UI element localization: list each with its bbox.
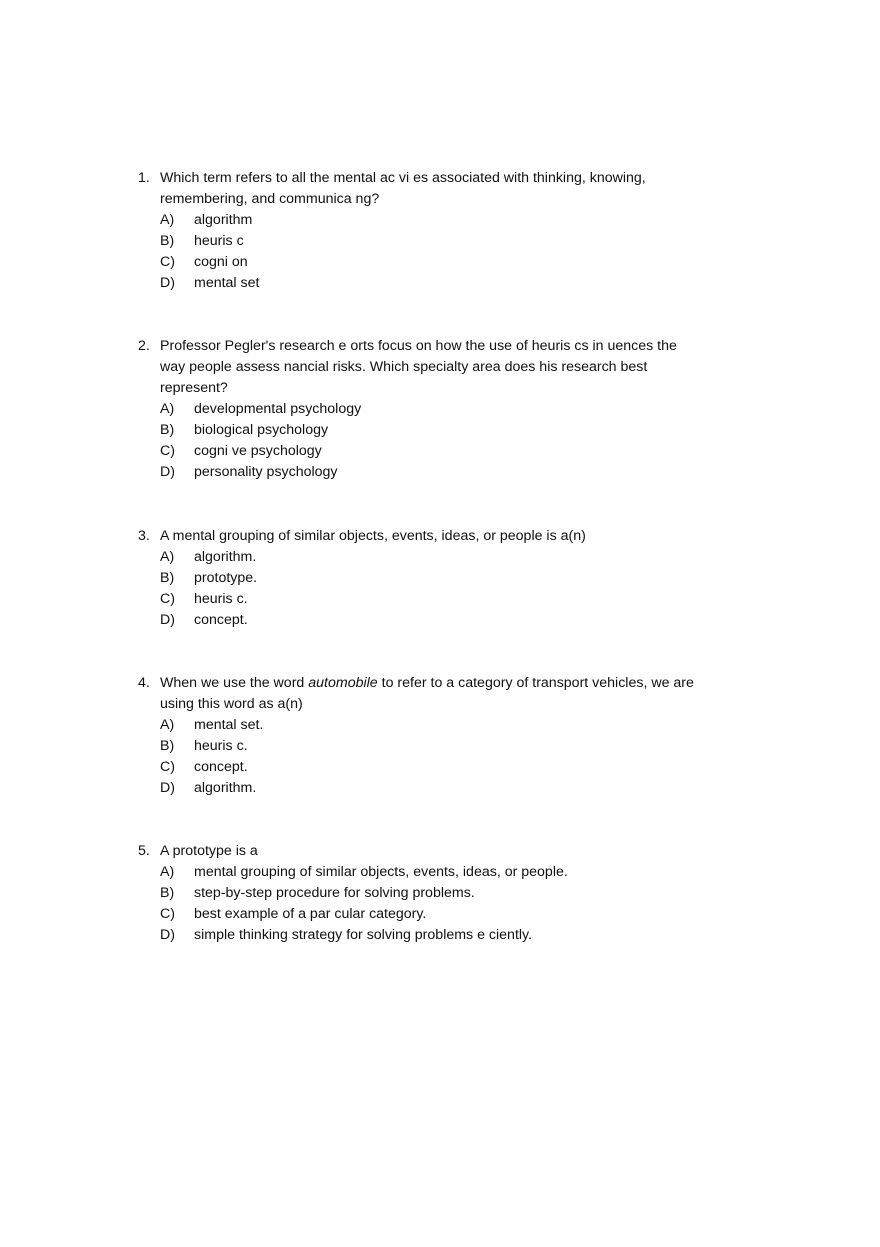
option-d bbox=[160, 610, 778, 631]
stem-line: A mental grouping of similar objects, events, ideas, or people is a(n) bbox=[160, 528, 586, 544]
stem-line: using this word as a(n) bbox=[160, 696, 303, 712]
option-letter: B) bbox=[160, 885, 175, 901]
stem-line: remembering, and communica ng? bbox=[160, 191, 380, 207]
option-text: algorithm. bbox=[194, 780, 257, 796]
stem-italic-term: automobile bbox=[308, 675, 378, 691]
option-letter: C) bbox=[160, 254, 175, 270]
option-letter: D) bbox=[160, 612, 175, 628]
question-stem bbox=[160, 526, 778, 547]
question-4 bbox=[138, 673, 778, 799]
option-letter: A) bbox=[160, 864, 175, 880]
option-text: step-by-step procedure for solving problems. bbox=[194, 885, 475, 901]
question-number: 3. bbox=[138, 528, 150, 544]
question-number: 2. bbox=[138, 338, 150, 354]
option-c bbox=[160, 441, 778, 462]
option-letter: C) bbox=[160, 759, 175, 775]
option-text: best example of a par cular category. bbox=[194, 906, 427, 922]
option-a bbox=[160, 715, 778, 736]
question-stem bbox=[160, 673, 778, 715]
option-letter: D) bbox=[160, 780, 175, 796]
option-c bbox=[160, 757, 778, 778]
option-a bbox=[160, 547, 778, 568]
option-text: personality psychology bbox=[194, 464, 338, 480]
option-text: mental set. bbox=[194, 717, 264, 733]
option-letter: A) bbox=[160, 401, 175, 417]
option-b bbox=[160, 883, 778, 904]
option-a bbox=[160, 862, 778, 883]
option-text: heuris c bbox=[194, 233, 244, 249]
option-letter: D) bbox=[160, 464, 175, 480]
option-b bbox=[160, 420, 778, 441]
option-d bbox=[160, 925, 778, 946]
option-letter: A) bbox=[160, 212, 175, 228]
question-number: 1. bbox=[138, 170, 150, 186]
option-text: cogni ve psychology bbox=[194, 443, 322, 459]
stem-line: Professor Pegler's research e orts focus on how the use of heuris cs in uences the bbox=[160, 338, 677, 354]
option-text: heuris c. bbox=[194, 591, 248, 607]
option-letter: D) bbox=[160, 275, 175, 291]
question-2 bbox=[138, 336, 778, 483]
option-text: concept. bbox=[194, 759, 248, 775]
option-b bbox=[160, 568, 778, 589]
question-stem bbox=[160, 841, 778, 862]
option-a bbox=[160, 210, 778, 231]
option-letter: B) bbox=[160, 738, 175, 754]
option-text: heuris c. bbox=[194, 738, 248, 754]
option-c bbox=[160, 589, 778, 610]
question-3 bbox=[138, 526, 778, 631]
question-number: 4. bbox=[138, 675, 150, 691]
option-letter: D) bbox=[160, 927, 175, 943]
option-letter: C) bbox=[160, 443, 175, 459]
option-letter: B) bbox=[160, 422, 175, 438]
question-stem bbox=[160, 168, 778, 210]
stem-line bbox=[160, 673, 778, 694]
option-text: developmental psychology bbox=[194, 401, 362, 417]
stem-line: A prototype is a bbox=[160, 843, 258, 859]
option-c bbox=[160, 252, 778, 273]
option-text: cogni on bbox=[194, 254, 248, 270]
option-d bbox=[160, 462, 778, 483]
stem-line: represent? bbox=[160, 380, 228, 396]
option-d bbox=[160, 273, 778, 294]
stem-line: Which term refers to all the mental ac vi es associated with thinking, knowing, bbox=[160, 170, 646, 186]
option-text: prototype. bbox=[194, 570, 258, 586]
option-text: simple thinking strategy for solving problems e ciently. bbox=[194, 927, 533, 943]
option-b bbox=[160, 231, 778, 252]
option-text: algorithm. bbox=[194, 549, 257, 565]
question-1 bbox=[138, 168, 778, 294]
option-letter: A) bbox=[160, 549, 175, 565]
option-letter: B) bbox=[160, 233, 175, 249]
option-a bbox=[160, 399, 778, 420]
question-stem bbox=[160, 336, 778, 399]
option-letter: B) bbox=[160, 570, 175, 586]
option-letter: A) bbox=[160, 717, 175, 733]
stem-text: When we use the word bbox=[160, 675, 309, 691]
question-number: 5. bbox=[138, 843, 150, 859]
option-d bbox=[160, 778, 778, 799]
option-c bbox=[160, 904, 778, 925]
option-text: algorithm bbox=[194, 212, 253, 228]
stem-line: way people assess nancial risks. Which specialty area does his research best bbox=[160, 359, 648, 375]
option-text: mental set bbox=[194, 275, 260, 291]
option-b bbox=[160, 736, 778, 757]
question-5 bbox=[138, 841, 778, 946]
option-text: concept. bbox=[194, 612, 248, 628]
option-letter: C) bbox=[160, 906, 175, 922]
option-letter: C) bbox=[160, 591, 175, 607]
option-text: mental grouping of similar objects, events, ideas, or people. bbox=[194, 864, 568, 880]
option-text: biological psychology bbox=[194, 422, 329, 438]
stem-text: to refer to a category of transport vehicles, we are bbox=[377, 675, 694, 691]
